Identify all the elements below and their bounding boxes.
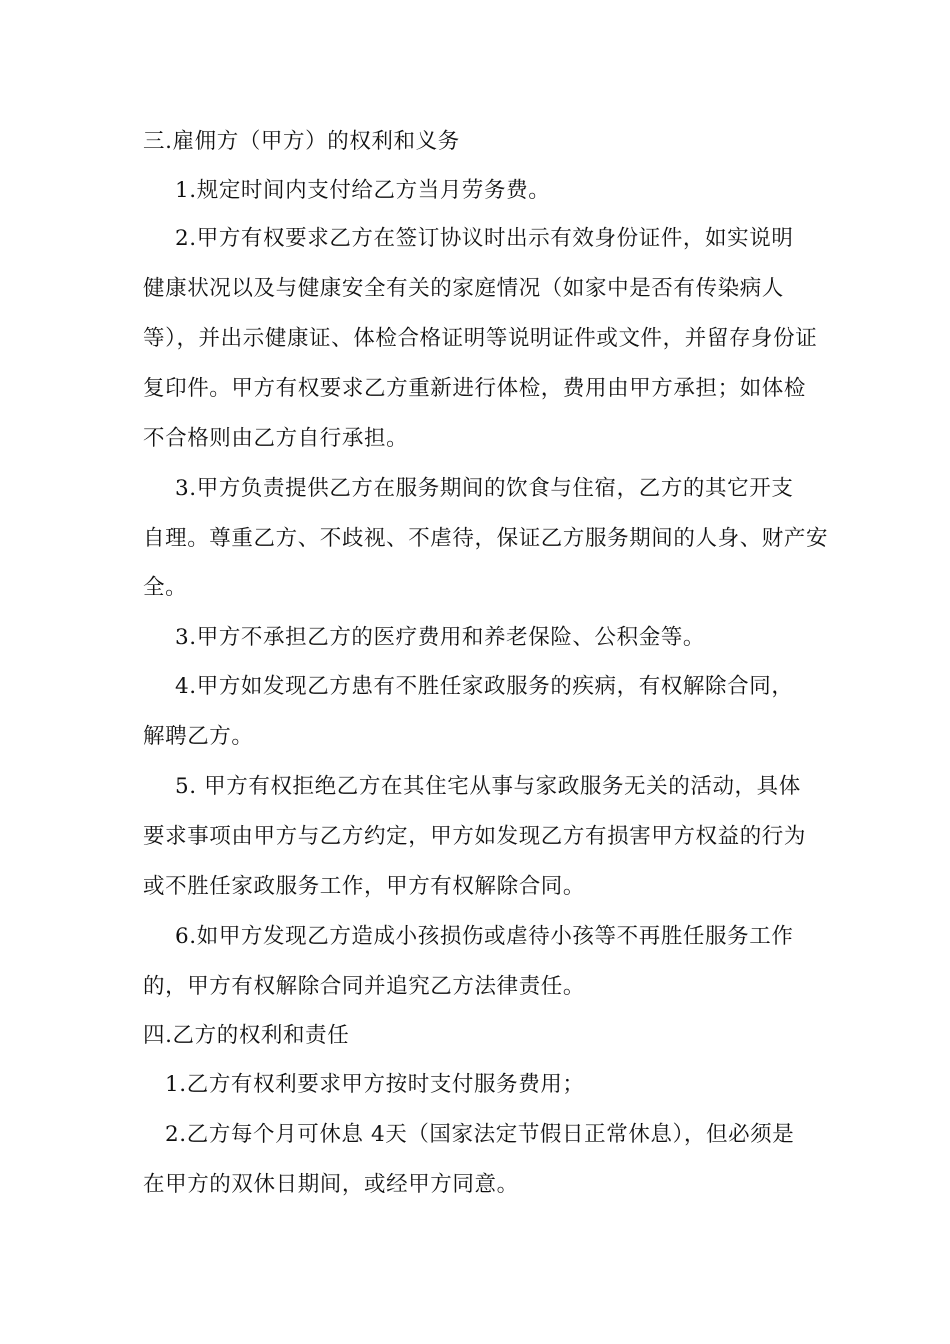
employee-clause-1-line-1: 1.乙方有权利要求甲方按时支付服务费用； xyxy=(165,1072,585,1097)
clause-5-line-2: 要求事项由甲方与乙方约定，甲方如发现乙方有损害甲方权益的行为 xyxy=(143,824,807,849)
clause-4-line-2: 解聘乙方。 xyxy=(143,724,254,749)
section-heading-employee-rights: 四.乙方的权利和责任 xyxy=(143,1023,350,1048)
clause-2-line-5: 不合格则由乙方自行承担。 xyxy=(143,426,409,451)
clause-2-line-4: 复印件。甲方有权要求乙方重新进行体检，费用由甲方承担；如体检 xyxy=(143,376,807,401)
clause-3a-line-2: 自理。尊重乙方、不歧视、不虐待，保证乙方服务期间的人身、财产安 xyxy=(143,526,829,551)
clause-3a-line-1: 3.甲方负责提供乙方在服务期间的饮食与住宿，乙方的其它开支 xyxy=(175,476,794,501)
clause-2-line-3: 等），并出示健康证、体检合格证明等说明证件或文件，并留存身份证 xyxy=(143,326,818,351)
clause-6-line-2: 的，甲方有权解除合同并追究乙方法律责任。 xyxy=(143,974,586,999)
section-heading-employer-rights: 三.雇佣方（甲方）的权利和义务 xyxy=(143,129,460,154)
clause-3a-line-3: 全。 xyxy=(143,575,188,600)
clause-2-line-2: 健康状况以及与健康安全有关的家庭情况（如家中是否有传染病人 xyxy=(143,276,784,301)
clause-5-line-3: 或不胜任家政服务工作，甲方有权解除合同。 xyxy=(143,874,586,899)
clause-2-line-1: 2.甲方有权要求乙方在签订协议时出示有效身份证件，如实说明 xyxy=(175,226,794,251)
clause-3b-line-1: 3.甲方不承担乙方的医疗费用和养老保险、公积金等。 xyxy=(175,625,706,650)
employee-clause-2-line-2: 在甲方的双休日期间，或经甲方同意。 xyxy=(143,1172,519,1197)
clause-6-line-1: 6.如甲方发现乙方造成小孩损伤或虐待小孩等不再胜任服务工作 xyxy=(175,924,794,949)
clause-5-line-1: 5. 甲方有权拒绝乙方在其住宅从事与家政服务无关的活动，具体 xyxy=(175,774,801,799)
clause-1-line-1: 1.规定时间内支付给乙方当月劳务费。 xyxy=(175,178,551,203)
employee-clause-2-line-1: 2.乙方每个月可休息 4天（国家法定节假日正常休息），但必须是 xyxy=(165,1122,795,1147)
clause-4-line-1: 4.甲方如发现乙方患有不胜任家政服务的疾病，有权解除合同， xyxy=(175,674,794,699)
